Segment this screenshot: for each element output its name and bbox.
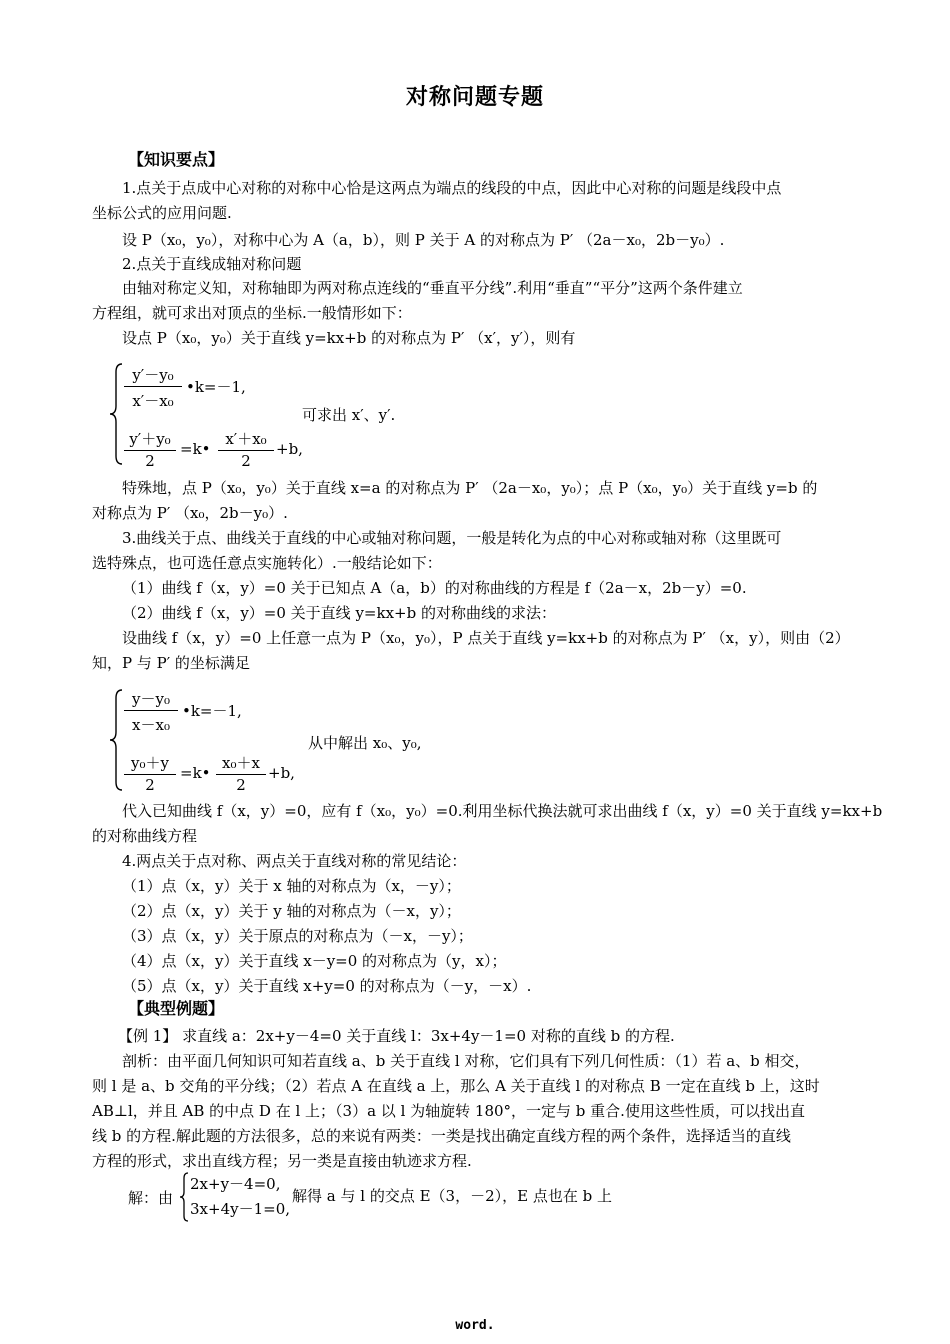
section-header-knowledge: 【知识要点】 — [128, 150, 225, 169]
fraction-denominator: 2 — [145, 452, 155, 470]
fraction-bar — [124, 774, 176, 775]
equation-text: +b, — [268, 764, 295, 782]
paragraph-line: 方程组，就可求出对顶点的坐标.一般情形如下： — [92, 304, 412, 322]
paragraph-line: 4.两点关于点对称、两点关于直线对称的常见结论： — [122, 852, 467, 870]
paragraph-line: 坐标公式的应用问题. — [92, 204, 232, 222]
fraction-bar — [124, 386, 182, 387]
paragraph-line: 对称点为 P′ （x₀，2b－y₀）. — [92, 504, 288, 522]
paragraph-line: 设 P（x₀，y₀），对称中心为 A（a，b），则 P 关于 A 的对称点为 P′ （2a－x₀，2b－y₀）. — [122, 231, 725, 249]
equation-text: 2x+y－4=0, — [190, 1175, 281, 1193]
example-line: 【例 1】 求直线 a：2x+y－4=0 关于直线 l：3x+4y－1=0 对称的直线 b 的方程. — [118, 1027, 675, 1045]
list-item: （2）点（x，y）关于 y 轴的对称点为（－x，y）； — [122, 902, 461, 920]
page-title: 对称问题专题 — [405, 84, 544, 110]
fraction-numerator: y－y₀ — [132, 690, 170, 708]
left-brace — [178, 1172, 190, 1222]
paragraph-line: 的对称曲线方程 — [92, 827, 198, 845]
list-item: （4）点（x，y）关于直线 x－y=0 的对称点为（y，x）； — [122, 952, 507, 970]
list-item: （5）点（x，y）关于直线 x+y=0 的对称点为（－y，－x）. — [122, 977, 532, 995]
fraction-denominator: 2 — [241, 452, 251, 470]
paragraph-line: 剖析：由平面几何知识可知若直线 a、b 关于直线 l 对称，它们具有下列几何性质：（1）若 a、b 相交， — [122, 1052, 810, 1070]
equation-text: =k• — [180, 764, 211, 782]
paragraph-line: 1.点关于点成中心对称的对称中心恰是这两点为端点的线段的中点，因此中心对称的问题是线段中点 — [122, 179, 782, 197]
paragraph-line: 2.点关于直线成轴对称问题 — [122, 255, 302, 273]
paragraph-line: 则 l 是 a、b 交角的平分线；（2）若点 A 在直线 a 上，那么 A 关于直线 l 的对称点 B 一定在直线 b 上，这时 — [92, 1077, 820, 1095]
paragraph-line: （1）曲线 f（x，y）=0 关于已知点 A（a，b）的对称曲线的方程是 f（2a－x，2b－y）=0. — [122, 579, 747, 597]
paragraph-line: 特殊地，点 P（x₀，y₀）关于直线 x=a 的对称点为 P′ （2a－x₀，y₀）；点 P（x₀，y₀）关于直线 y=b 的 — [122, 479, 818, 497]
equation-side-note: 可求出 x′、y′. — [302, 406, 396, 424]
fraction-bar — [218, 450, 274, 451]
paragraph-line: 选特殊点，也可选任意点实施转化）.一般结论如下： — [92, 554, 442, 572]
equation-text: 3x+4y－1=0, — [190, 1200, 291, 1218]
paragraph-line: 由轴对称定义知，对称轴即为两对称点连线的“垂直平分线”.利用“垂直”“平分”这两个条件建立 — [122, 279, 743, 297]
equation-text: •k=－1, — [182, 702, 242, 720]
paragraph-line: 设点 P（x₀，y₀）关于直线 y=kx+b 的对称点为 P′ （x′，y′），则有 — [122, 329, 576, 347]
section-header-examples: 【典型例题】 — [128, 999, 225, 1018]
fraction-denominator: 2 — [145, 776, 155, 794]
paragraph-line: 3.曲线关于点、曲线关于直线的中心或轴对称问题，一般是转化为点的中心对称或轴对称（这里既可 — [122, 529, 782, 547]
fraction-denominator: x－x₀ — [132, 716, 170, 734]
paragraph-line: 代入已知曲线 f（x，y）=0，应有 f（x₀，y₀）=0.利用坐标代换法就可求出曲线 f（x，y）=0 关于直线 y=kx+b — [122, 802, 883, 820]
solution-prefix: 解：由 — [128, 1189, 174, 1207]
fraction-denominator: x′－x₀ — [132, 392, 174, 410]
paragraph-line: 方程的形式，求出直线方程；另一类是直接由轨迹求方程. — [92, 1152, 472, 1170]
equation-text: +b, — [276, 440, 303, 458]
equation-text: •k=－1, — [186, 378, 246, 396]
list-item: （1）点（x，y）关于 x 轴的对称点为（x，－y）； — [122, 877, 461, 895]
paragraph-line: 设曲线 f（x，y）=0 上任意一点为 P（x₀，y₀），P 点关于直线 y=kx+b 的对称点为 P′ （x，y），则由（2） — [122, 629, 850, 647]
fraction-numerator: y₀＋y — [131, 754, 169, 772]
equation-side-note: 从中解出 x₀、y₀, — [308, 734, 422, 752]
page-footer: word. — [455, 1318, 495, 1333]
fraction-denominator: 2 — [236, 776, 246, 794]
paragraph-line: 线 b 的方程.解此题的方法很多，总的来说有两类：一类是找出确定直线方程的两个条件，选择适当的直线 — [92, 1127, 791, 1145]
equation-side-note: 解得 a 与 l 的交点 E（3，－2），E 点也在 b 上 — [292, 1187, 612, 1205]
fraction-bar — [216, 774, 266, 775]
equation-text: =k• — [180, 440, 211, 458]
fraction-bar — [124, 710, 178, 711]
fraction-numerator: y′＋y₀ — [129, 430, 171, 448]
fraction-numerator: x₀＋x — [222, 754, 260, 772]
paragraph-line: 知，P 与 P′ 的坐标满足 — [92, 654, 250, 672]
fraction-bar — [124, 450, 176, 451]
fraction-numerator: y′－y₀ — [132, 366, 174, 384]
fraction-numerator: x′＋x₀ — [225, 430, 267, 448]
paragraph-line: （2）曲线 f（x，y）=0 关于直线 y=kx+b 的对称曲线的求法： — [122, 604, 556, 622]
list-item: （3）点（x，y）关于原点的对称点为（－x，－y）； — [122, 927, 473, 945]
paragraph-line: AB⊥l，并且 AB 的中点 D 在 l 上；（3）a 以 l 为轴旋转 180°，一定与 b 重合.使用这些性质，可以找出直 — [92, 1102, 805, 1120]
